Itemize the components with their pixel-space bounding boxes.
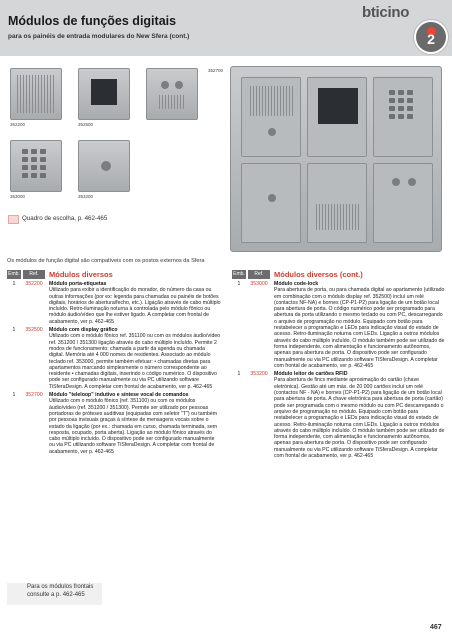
- item-name: Módulo com display gráfico: [49, 327, 118, 334]
- page-title: Módulos de funções digitais: [8, 14, 177, 28]
- item-ref: 352200: [25, 281, 43, 287]
- list-item: [7, 392, 221, 455]
- page-header: [0, 0, 452, 56]
- item-qty: 1: [237, 281, 241, 287]
- item-ref: 352700: [25, 392, 43, 399]
- product-code-352200: 352200: [10, 122, 26, 127]
- left-column-header: [7, 270, 221, 279]
- brand-name: bticino: [362, 4, 410, 21]
- left-column: [7, 270, 221, 455]
- item-qty: 1: [12, 392, 16, 399]
- item-name: Módulo porta-etiquetas: [49, 281, 107, 287]
- ref-header: Ref.: [248, 270, 270, 279]
- item-qty: 1: [12, 281, 16, 287]
- list-item: [7, 281, 221, 325]
- note-box-icon: [8, 215, 19, 224]
- product-code-352500: 352500: [78, 122, 94, 127]
- item-ref: 352500: [25, 327, 43, 334]
- product-image-352700: [146, 68, 198, 120]
- intro-text: Os módulos de função digital são compatíveis com os postos externos da Sfera: [7, 258, 205, 264]
- list-item: [232, 281, 446, 369]
- item-name: Módulo leitor de cartões RFID: [274, 371, 348, 378]
- item-description: Utilizado para exibir a identificação do morador, do número da casa ou outras informações (por ex: legenda para chamadas ou painéis de botões digitais, horários de abertura/fecho, etc.). Ligação através de cabo múltiplo incluído. Retro-iluminação noturna à controlada pelo módulo fônico ou módulo áudio/vídeo que lhe estiver ligado. A completar com frontal de acabamento, ver p. 462-465: [49, 287, 221, 325]
- right-column-header: [232, 270, 446, 279]
- left-section-title: Módulos diversos: [49, 270, 113, 279]
- item-description: Utilizado com o módulo fônico (ref. 351100) ou com os módulos áudio/vídeo (ref. 351200 / 351300). Permite ser utilizado por pessoas portadoras de próteses auditivas (equipadas com seletor "T") ou também por pessoas invisuais graças à síntese de mensagens vocais sobre o estado da ligação (por ex.: chamada em curso, chamada terminada, sem resposta, ocupado, porta aberta). Ligação ao módulo fônico através do cabo múltiplo incluído. O dispositivo pode ser configurado manualmente ou via PC utilizando software TiSferaDesign. A completar com frontal de acabamento, ver p. 462-465: [49, 398, 218, 455]
- ref-header: Ref.: [23, 270, 45, 279]
- footer-note: [7, 583, 102, 605]
- item-description: Para abertura de porta, ou para chamada digital ao apartamento (utilizado em combinação com o módulo display ref. 352500) incluí um relé (contactos NF-NA) e bornes (CP-P1-P2) para ligação de um botão local para abertura de porta. O código numérico pode ser programado para abertura da porta utilizando o mesmo teclado ou com PC, descarregando o arquivo de programação no módulo. Equipado com botão para restabelecer a programação e LEDs para indicação visual do estado de acesso. Retro-iluminação noturna com LEDs. Ligação a outros módulos através do cabo múltiplo incluído. O módulo também pode ser utilizado de forma independente, com alimentação e funcionamento autônomos, apenas para abertura de porta. O dispositivo pode ser configurado manualmente ou via PC utilizando software TiSferaDesign. A completar com frontal de acabamento, ver p. 462-465: [274, 287, 445, 369]
- page-subtitle: para os painéis de entrada modulares do New Sfera (cont.): [8, 33, 190, 40]
- item-name: Módulo code-lock: [274, 281, 319, 287]
- item-description: Para abertura de fincs mediante aproximação do cartão (chave eletrónica). Gestão até um máx. de 20 000 cartões incluí um relé (contactos NF - NA) e bornes (CP-P1-P2) para ligação de um botão local para abertura de porta. A chave eletrónica para abertura de porta (cartão) pode ser programada com o mesmo módulo ou com PC descarregando o arquivo de programação no módulo. Equipado com botão para restabelecer a programação e LEDs para indicação visual do estado de acesso. Retro-iluminação noturna com LEDs. Ligação a outros módulos através do cabo múltiplo incluído. O módulo também pode ser utilizado de forma independente, com alimentação e funcionamento autônomos, apenas para abertura de porta. O dispositivo pode ser configurado manualmente ou via PC utilizando software TiSferaDesign. A completar com frontal de acabamento, ver p. 462-465: [274, 377, 445, 460]
- right-column: [232, 270, 446, 459]
- product-image-352500: [78, 68, 130, 120]
- item-qty: 1: [237, 371, 241, 378]
- page-number: 467: [430, 624, 442, 631]
- item-ref: 353000: [250, 281, 268, 287]
- item-qty: 1: [12, 327, 16, 334]
- section-number: 2: [427, 31, 435, 47]
- list-item: [232, 371, 446, 459]
- right-section-title: Módulos diversos (cont.): [274, 270, 363, 279]
- table-note: Quadro de escolha, p. 462-465: [22, 215, 108, 222]
- product-image-353200: [78, 140, 130, 192]
- list-item: [7, 327, 221, 390]
- footer-note-text: Para os módulos frontais consulte a p. 462-465: [27, 584, 94, 598]
- item-ref: 353200: [250, 371, 268, 378]
- product-code-353200: 353200: [78, 194, 94, 199]
- product-image-353000: [10, 140, 62, 192]
- section-badge: [416, 22, 446, 52]
- product-code-353000: 353000: [10, 194, 26, 199]
- qty-header: Emb.: [8, 271, 20, 277]
- item-description: Utilizado com o módulo fônico ref. 351100 ou com os módulos áudio/vídeo ref. 351200 / 351300 ligação através do cabo múltiplo incluído. Permite 2 modos de funcionamento: chamada a partir da agenda ou chamada digital. Memória até 4 000 nomes de residentes. Associado ao módulo teclado ref. 353000, permite também efetuar: • chamadas diretas para apartamentos marcando simplesmente o número correspondente ao residente • chamadas digitais, inserindo o código numérico. O dispositivo pode ser configurado manualmente ou via PC utilizando software TiSferaDesign. A completar com frontal de acabamento, ver p. 462-465: [49, 333, 221, 390]
- qty-header: Emb.: [233, 271, 245, 277]
- item-name: Módulo "teleloop" indutivo e síntese vocal de comandos: [49, 392, 189, 399]
- entrance-panel-photo: [230, 66, 442, 252]
- product-code-352700: 352700: [208, 68, 224, 73]
- product-image-352200: [10, 68, 62, 120]
- brand-logo: [362, 4, 409, 21]
